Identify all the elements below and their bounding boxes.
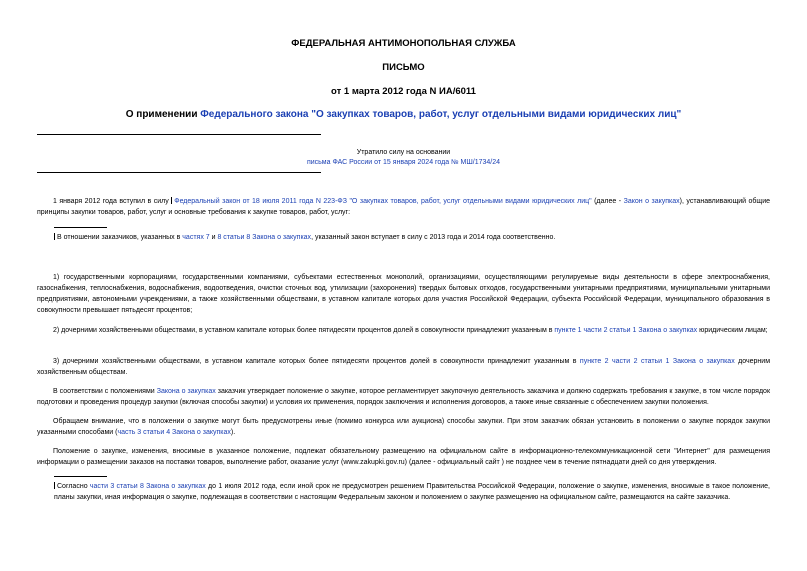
text: В соответствии с положениями xyxy=(53,388,157,395)
paragraph-item-1: 1) государственными корпорациями, государственными компаниями, субъектами естественных монополий, организациями, осуществляющими регулируемые виды деятельности в сфере электроснабжения, газоснабжения, теплоснабжения, водоснабжения, водоотведения, очистки сточных вод, утилизации (захоронения) твердых бытовых отходов, государственными унитарными предприятиями, муниципальными унитарными предприятиями, автономными учреждениями, а также хозяйственными обществами, в уставном капитале которых доля участия Российской Федерации, субъекта Российской Федерации, муниципального образования в совокупности превышает пятьдесят процентов; xyxy=(37,274,770,314)
text: (далее - xyxy=(591,198,624,205)
text: , указанный закон вступает в силу с 2013 года и 2014 года соответственно. xyxy=(311,234,556,241)
fas-letter-link[interactable]: письма ФАС России от 15 января 2024 года № МШ/1734/24 xyxy=(306,159,501,166)
paragraph-item-3 xyxy=(37,356,770,378)
paragraph-item-2 xyxy=(37,325,770,336)
procurement-law-link[interactable]: Закона о закупках xyxy=(156,388,216,395)
organization-name: ФЕДЕРАЛЬНАЯ АНТИМОНОПОЛЬНАЯ СЛУЖБА xyxy=(291,38,516,49)
text: ), устанавливающий общие принципы закупки товаров, работ, услуг и основные требования к закупке товаров, работ, услуг: xyxy=(37,198,770,216)
paragraph-publication: Положение о закупке, изменения, вносимые в указанное положение, подлежат обязательному размещению на официальном сайте в информационно-телекоммуникационной сети "Интернет" для размещения информации о размещении заказов на поставки товаров, выполнение работ, оказание услуг (www.zakupki.gov.ru) (далее - официальный сайт ) не позднее чем в течение пятнадцати дней со дня утверждения. xyxy=(37,448,770,466)
footnote-divider xyxy=(54,227,107,228)
paragraph-intro xyxy=(37,196,770,218)
footnote-marker xyxy=(54,233,55,240)
footnote-1 xyxy=(54,232,770,243)
text: Обращаем внимание, что в положении о закупке могут быть предусмотрены иные (помимо конкурса или аукциона) способы закупки. При этом заказчик обязан установить в положении о закупке порядок закупки указанными способами ( xyxy=(37,418,770,436)
text: 1 января 2012 года вступил в силу xyxy=(53,198,172,205)
revocation-notice: Утратило силу на основании xyxy=(356,149,451,156)
subject-prefix: О применении xyxy=(125,109,201,120)
clause-1-link[interactable]: пункте 1 части 2 статьи 1 Закона о закупках xyxy=(554,327,698,334)
document-type: ПИСЬМО xyxy=(382,62,425,73)
divider xyxy=(37,134,321,135)
article-4-link[interactable]: часть 3 статьи 4 Закона о закупках xyxy=(117,429,231,436)
text: дочерним хозяйственным обществам. xyxy=(37,358,771,376)
part-7-link[interactable]: частях 7 xyxy=(182,234,210,241)
article-8-part-3-link[interactable]: части 3 статьи 8 Закона о закупках xyxy=(89,483,206,490)
article-8-link[interactable]: 8 статьи 8 Закона о закупках xyxy=(217,234,312,241)
text: 3) дочерними хозяйственными обществами, в уставном капитале которых более пятидесяти процентов долей в совокупности принадлежит указанным в xyxy=(53,358,580,365)
footnote-marker xyxy=(54,482,55,489)
text: юридическим лицам; xyxy=(697,327,768,334)
footnote-2 xyxy=(54,481,770,503)
paragraph-methods xyxy=(37,416,770,438)
text: заказчик утверждает положение о закупке, которое регламентирует закупочную деятельность заказчика и должно содержать требования к закупке, в том числе порядок подготовки и проведения процедур закупки (включая способы закупки) и условия их применения, порядок заключения и исполнения договоров, а также иные связанные с обеспечением закупки положения. xyxy=(37,388,771,406)
footnote-divider xyxy=(54,476,107,477)
text: ). xyxy=(230,429,236,436)
law-223-fz-link[interactable]: Федеральный закон от 18 июля 2011 года N 223-ФЗ "О закупках товаров, работ, услуг отдельными видами юридических лиц" xyxy=(174,198,592,205)
text: Согласно xyxy=(57,483,90,490)
divider xyxy=(37,172,321,173)
document-date: от 1 марта 2012 года N ИА/6011 xyxy=(331,86,476,97)
footnote-marker[interactable] xyxy=(171,197,172,204)
revocation-source xyxy=(0,159,807,166)
paragraph-regulation xyxy=(37,386,770,408)
text: и xyxy=(209,234,218,241)
clause-2-link[interactable]: пункте 2 части 2 статьи 1 Закона о закупках xyxy=(579,358,735,365)
procurement-law-link[interactable]: Закон о закупках xyxy=(623,198,680,205)
text: В отношении заказчиков, указанных в xyxy=(57,234,183,241)
document-subject xyxy=(0,109,807,120)
text: до 1 июля 2012 года, если иной срок не предусмотрен решением Правительства Российской Федерации, положение о закупке, изменения, вносимые в такое положение, планы закупки, иная информация о закупке, подлежащая в соответствии с настоящим Федеральным законом и положением о закупке размещению на официальном сайте, размещаются на сайте заказчика. xyxy=(54,483,770,501)
text: 2) дочерними хозяйственными обществами, в уставном капитале которых более пятидесяти процентов долей в совокупности принадлежит указанным в xyxy=(53,327,555,334)
federal-law-link[interactable]: Федерального закона "О закупках товаров, работ, услуг отдельными видами юридических лиц" xyxy=(200,109,682,120)
